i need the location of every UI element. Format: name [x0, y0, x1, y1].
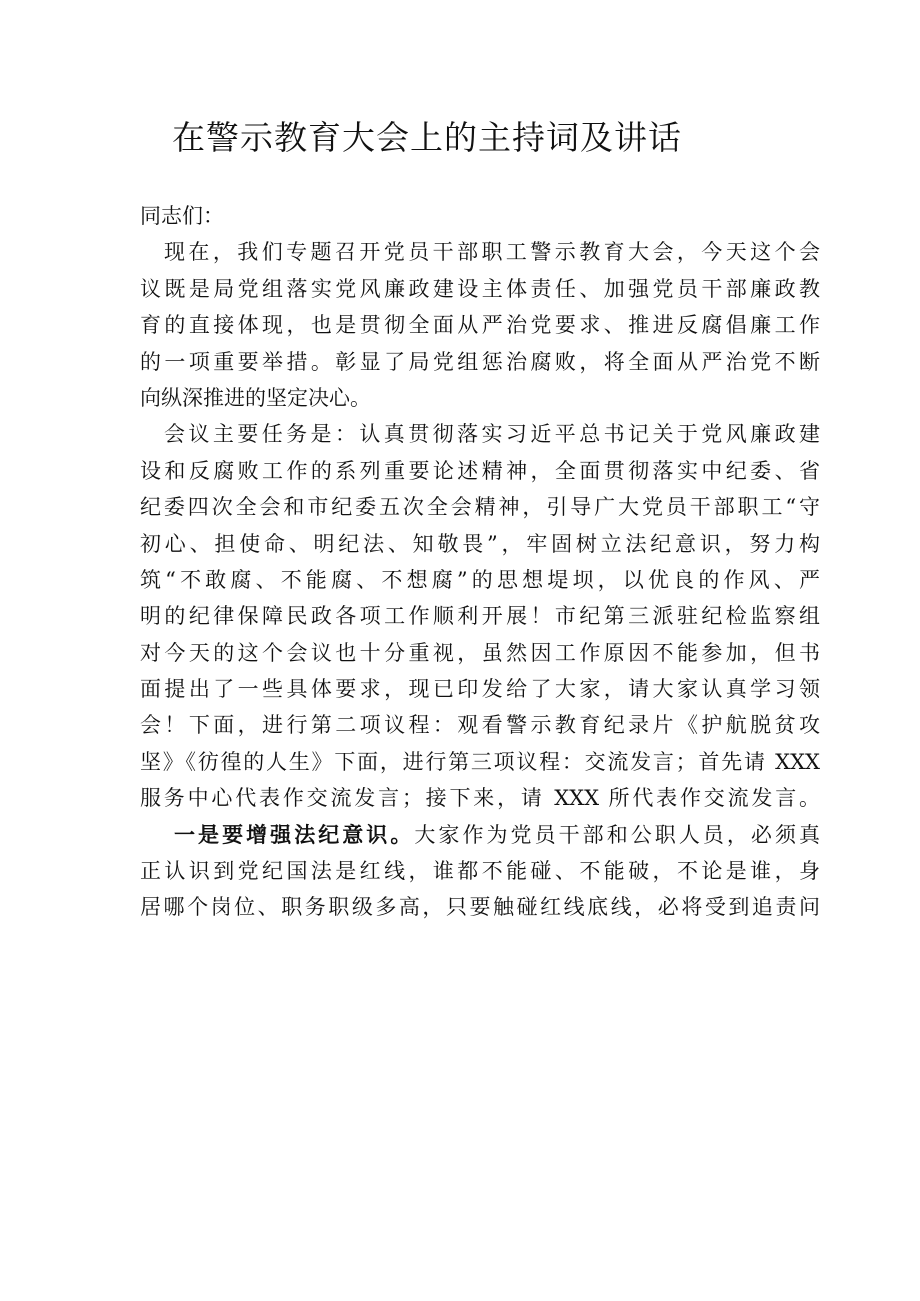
paragraph-line: 初心、担使命、明纪法、知敬畏”，牢固树立法纪意识，努力构 [140, 531, 820, 556]
paragraph-line: 向纵深推进的坚定决心。 [140, 385, 371, 410]
paragraph-1 [140, 234, 820, 416]
paragraph-line: 现在，我们专题召开党员干部职工警示教育大会，今天这个会 [164, 240, 820, 265]
paragraph-line: 议既是局党组落实党风廉政建设主体责任、加强党员干部廉政教 [140, 276, 820, 301]
paragraph-line: 会议主要任务是：认真贯彻落实习近平总书记关于党风廉政建 [164, 422, 820, 447]
salutation: 同志们： [140, 204, 224, 228]
paragraph-line: 筑“不敢腐、不能腐、不想腐”的思想堤坝，以优良的作风、严 [140, 567, 820, 592]
paragraph-line: 坚》《彷徨的人生》下面，进行第三项议程：交流发言；首先请 XXX [140, 749, 820, 774]
paragraph-line: 育的直接体现，也是贯彻全面从严治党要求、推进反腐倡廉工作 [140, 313, 820, 338]
paragraph-line: 设和反腐败工作的系列重要论述精神，全面贯彻落实中纪委、省 [140, 458, 820, 483]
paragraph-line: 服务中心代表作交流发言；接下来，请 XXX 所代表作交流发言。 [140, 786, 820, 811]
paragraph-line: 居哪个岗位、职务职级多高，只要触碰红线底线，必将受到追责问 [140, 895, 820, 920]
paragraph-line: 对今天的这个会议也十分重视，虽然因工作原因不能参加，但书 [140, 640, 820, 665]
bold-lead: 一是要增强法纪意识。 [174, 821, 415, 847]
paragraph-line: 明的纪律保障民政各项工作顺利开展！市纪第三派驻纪检监察组 [140, 604, 820, 629]
paragraph-3 [140, 817, 820, 926]
paragraph-line-rest: 大家作为党员干部和公职人员，必须真 [414, 822, 820, 847]
paragraph-line: 会！下面，进行第二项议程：观看警示教育纪录片《护航脱贫攻 [140, 713, 820, 738]
paragraph-line: 的一项重要举措。彰显了局党组惩治腐败，将全面从严治党不断 [140, 349, 820, 374]
document-title: 在警示教育大会上的主持词及讲话 [172, 118, 682, 157]
paragraph-2 [140, 416, 820, 816]
paragraph-line: 纪委四次全会和市纪委五次全会精神，引导广大党员干部职工“守 [140, 495, 820, 520]
document-body [140, 198, 820, 926]
paragraph-line: 正认识到党纪国法是红线，谁都不能碰、不能破，不论是谁，身 [140, 859, 820, 884]
paragraph-line [140, 817, 820, 853]
paragraph-line: 面提出了一些具体要求，现已印发给了大家，请大家认真学习领 [140, 677, 820, 702]
